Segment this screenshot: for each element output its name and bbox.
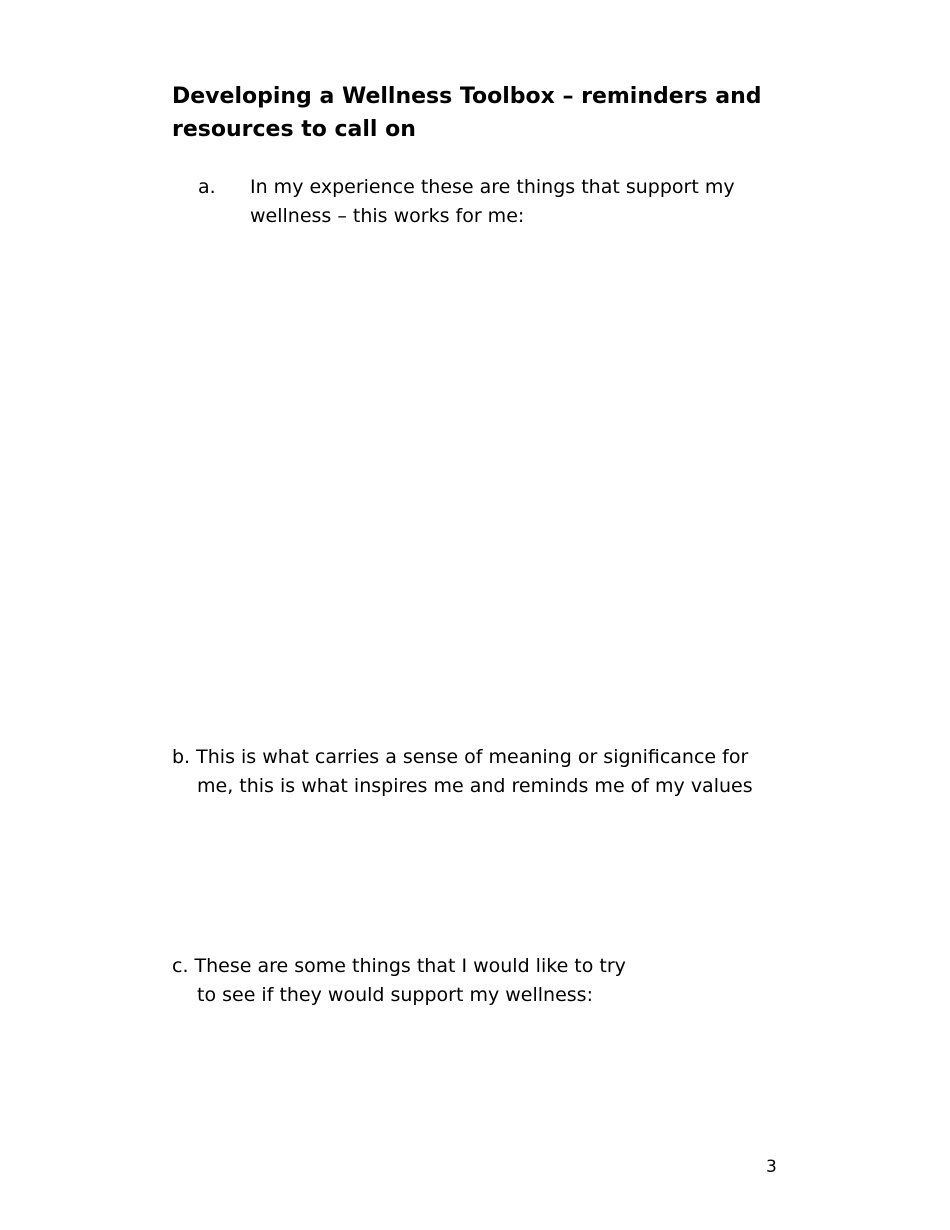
section-b-line-2: me, this is what inspires me and reminds me of my values	[197, 775, 753, 797]
section-c-line-2: to see if they would support my wellness:	[197, 984, 593, 1006]
heading-line-1: Developing a Wellness Toolbox – reminders and	[172, 84, 762, 109]
section-a-line-1: In my experience these are things that support my	[250, 176, 735, 198]
heading-line-2: resources to call on	[172, 117, 416, 142]
page-number: 3	[766, 1157, 777, 1177]
section-c-line-1: c. These are some things that I would like to try	[172, 955, 626, 977]
section-b-line-1: b. This is what carries a sense of meaning or significance for	[172, 746, 749, 768]
page-heading	[172, 80, 792, 146]
section-b-prompt	[172, 743, 753, 801]
section-c-prompt	[172, 952, 626, 1010]
section-a-line-2: wellness – this works for me:	[250, 205, 525, 227]
section-a-prompt	[250, 173, 735, 231]
section-a-marker: a.	[198, 176, 216, 198]
